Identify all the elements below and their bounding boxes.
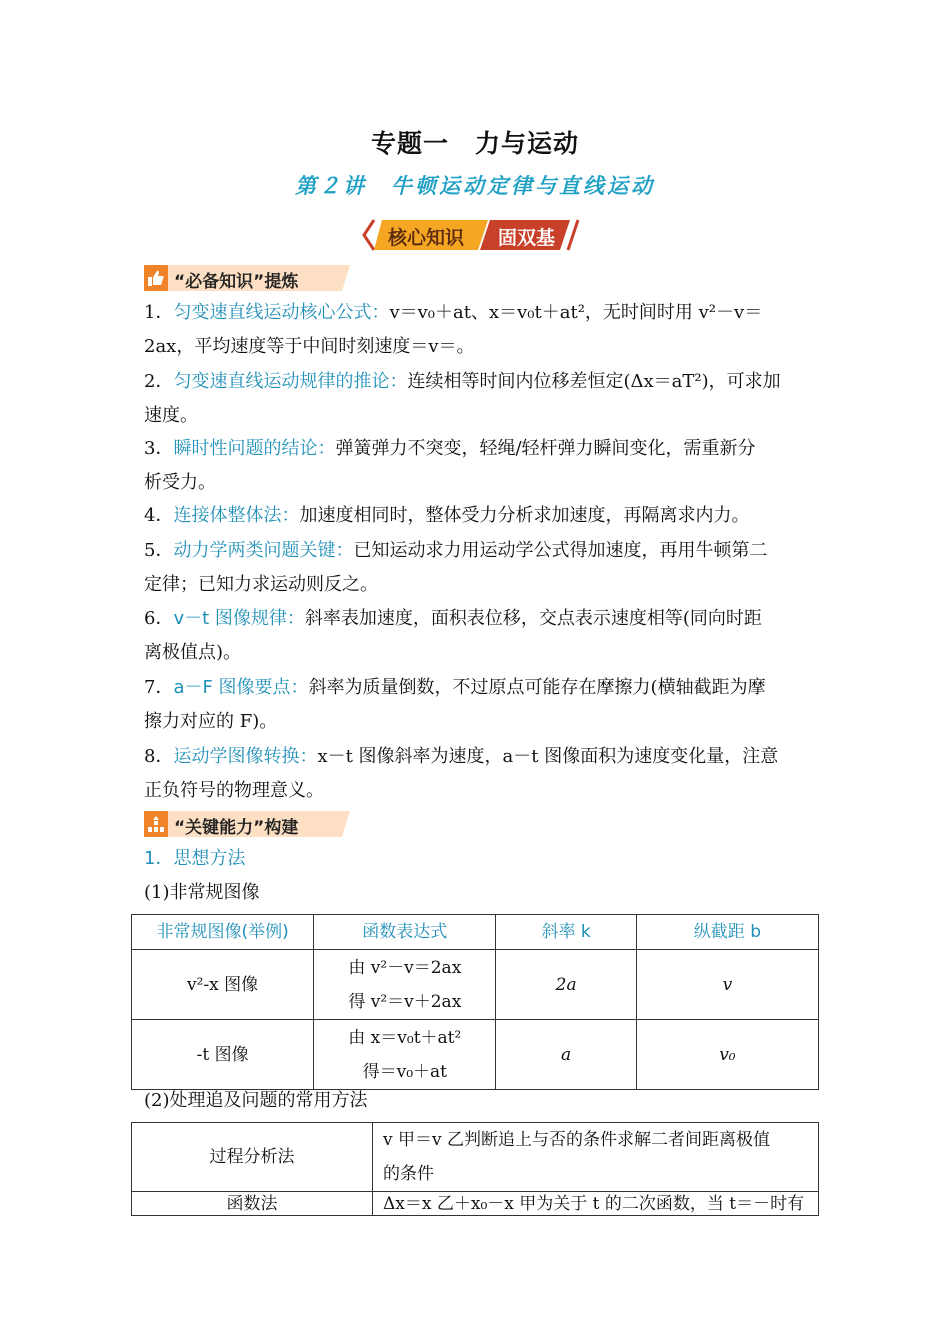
knowledge-item-7 [144,671,808,739]
section-label: “关键能力”构建 [174,818,299,838]
description-cell [373,1123,819,1192]
item-body: 斜率表加速度，面积表位移，交点表示速度相等(同向时距 [304,608,762,629]
nonstandard-graph-table [131,914,819,1090]
knowledge-item-8 [144,740,808,808]
item-number: 6． [144,608,174,629]
section-key-ability [144,811,350,837]
item-body: 斜率为质量倒数，不过原点可能存在摩擦力(横轴截距为摩 [308,677,766,698]
item-number: 8． [144,746,174,767]
thumbs-up-icon [147,269,165,287]
table1-caption: (1)非常规图像 [144,882,260,903]
item-number: 2． [144,371,174,392]
table2-caption: (2)处理追及问题的常用方法 [144,1090,368,1111]
item-body-cont: 速度。 [144,405,198,426]
table-header-row [132,915,819,950]
item-body: 加速度相同时，整体受力分析求加速度，再隔离求内力。 [299,505,750,526]
expression-cell [314,1020,496,1090]
knowledge-item-3 [144,432,808,500]
expression-line: 得 v²＝v＋2ax [348,991,462,1012]
pursuit-methods-table [131,1122,819,1216]
page-title: 专题一 力与运动 [370,129,579,158]
item-body-cont: 正负符号的物理意义。 [144,780,324,801]
table-row [132,1020,819,1090]
item-number: 4． [144,505,174,526]
hierarchy-icon [147,815,165,833]
item-body: x－t 图像斜率为速度，a－t 图像面积为速度变化量，注意 [317,746,779,767]
item-body-cont: 离极值点)。 [144,642,242,663]
description-line: 的条件 [383,1164,434,1184]
item-lead: 连接体整体法： [173,505,300,526]
item-body-cont: 定律；已知力求运动则反之。 [144,574,378,595]
expression-line: 得＝v₀＋at [362,1061,447,1082]
section-required-knowledge [144,265,350,291]
item-body: 弹簧弹力不突变，轻绳/轻杆弹力瞬间变化，需重新分 [335,438,756,459]
lecture-subtitle: 第２讲 牛顿运动定律与直线运动 [295,173,655,198]
core-knowledge-banner [360,216,590,254]
item-number: 7． [144,677,174,698]
item-body: 连续相等时间内位移差恒定(Δx＝aT²)，可求加 [407,371,781,392]
item-lead: 瞬时性问题的结论： [173,438,336,459]
intercept-cell: v [636,950,818,1020]
knowledge-item-4 [144,499,808,533]
item-number: 5． [144,540,174,561]
table-row [132,1192,819,1216]
intercept-cell: v₀ [636,1020,818,1090]
slope-cell: a [496,1020,636,1090]
item-body: 已知运动求力用运动学公式得加速度，再用牛顿第二 [353,540,768,561]
header-cell: 非常规图像(举例) [132,915,314,950]
header-cell: 函数表达式 [314,915,496,950]
item-number: 3． [144,438,174,459]
item-lead: 匀变速直线运动规律的推论： [173,371,408,392]
method-cell: 函数法 [132,1192,373,1216]
method-cell: 过程分析法 [132,1123,373,1192]
item-lead: 运动学图像转换： [173,746,318,767]
slope-cell: 2a [496,950,636,1020]
item-lead: a－F 图像要点： [173,677,309,698]
item-number: 1． [144,302,174,323]
item-body-cont: 擦力对应的 F)。 [144,711,278,732]
expression-line: 由 x＝v₀t＋at² [348,1027,462,1048]
banner-right-text: 固双基 [498,227,556,249]
item-lead: 动力学两类问题关键： [173,540,354,561]
method-heading: 1．思想方法 [144,848,246,869]
item-body-cont: 2ax，平均速度等于中间时刻速度＝v＝。 [144,336,475,357]
expression-cell [314,950,496,1020]
description-cell: Δx＝x 乙＋x₀－x 甲为关于 t 的二次函数，当 t＝－时有 [373,1192,819,1216]
knowledge-item-5 [144,534,808,602]
table-row [132,950,819,1020]
item-body-cont: 析受力。 [144,472,216,493]
description-line: v 甲＝v 乙判断追上与否的条件求解二者间距离极值 [383,1130,771,1150]
section-label: “必备知识”提炼 [174,272,299,292]
item-lead: 匀变速直线运动核心公式： [173,302,390,323]
item-body: v＝v₀＋at、x＝v₀t＋at²，无时间时用 v²－v＝ [389,302,763,323]
knowledge-item-1 [144,296,808,364]
banner-left-text: 核心知识 [388,227,465,249]
knowledge-item-6 [144,602,808,670]
expression-line: 由 v²－v＝2ax [348,957,462,978]
graph-type-cell: -t 图像 [132,1020,314,1090]
item-lead: v－t 图像规律： [173,608,305,629]
knowledge-item-2 [144,365,808,433]
table-row [132,1123,819,1192]
header-cell: 斜率 k [496,915,636,950]
header-cell: 纵截距 b [636,915,818,950]
graph-type-cell: v²-x 图像 [132,950,314,1020]
